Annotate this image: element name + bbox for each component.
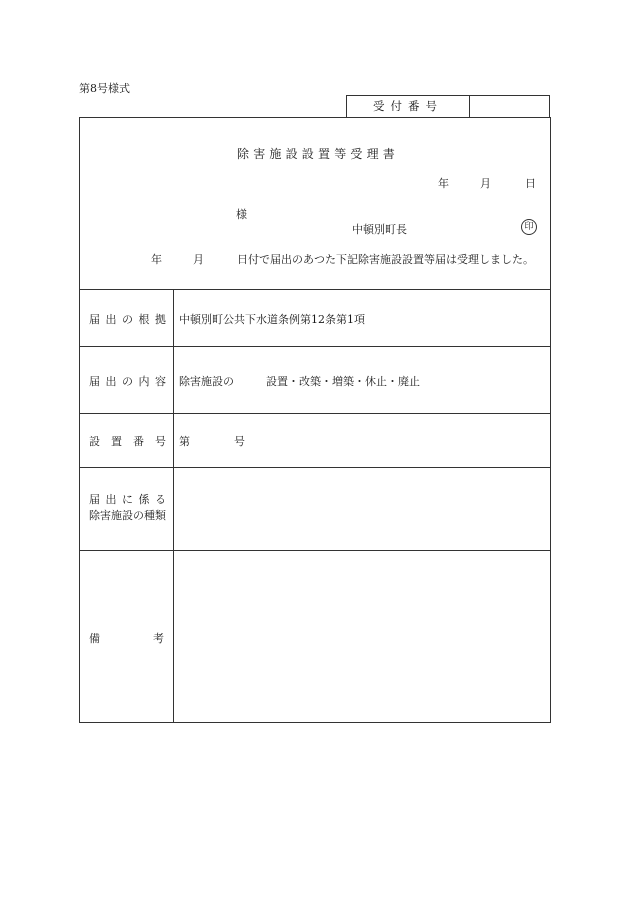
content-options[interactable]: 設置・改築・増築・休止・廃止 bbox=[266, 375, 420, 388]
addressee-honorific: 様 bbox=[236, 208, 247, 221]
seal-mark-icon: 印 bbox=[521, 219, 537, 235]
form-frame bbox=[79, 117, 551, 723]
content-value bbox=[179, 373, 420, 389]
basis-label: 届出の根拠 bbox=[89, 313, 172, 326]
column-divider bbox=[173, 289, 174, 722]
number-label: 設 置 番 号 bbox=[89, 435, 166, 448]
receipt-number-field[interactable] bbox=[470, 96, 549, 117]
number-prefix: 第 bbox=[179, 435, 190, 448]
receipt-number-box bbox=[346, 95, 550, 117]
number-value bbox=[179, 433, 245, 449]
remarks-label: 備 考 bbox=[89, 632, 164, 645]
divider-content bbox=[80, 413, 550, 414]
notice-text: 日付で届出のあつた下記除害施設設置等届は受理しました。 bbox=[237, 253, 534, 266]
content-prefix: 除害施設の bbox=[179, 375, 234, 388]
facility-type-label bbox=[89, 492, 166, 524]
content-label: 届出の内容 bbox=[89, 375, 172, 388]
form-number: 第8号様式 bbox=[79, 82, 130, 95]
notice-year-label: 年 bbox=[151, 253, 162, 266]
facility-type-label-line1: 届 出 に 係 る bbox=[89, 493, 166, 506]
divider-number bbox=[80, 467, 550, 468]
divider-facility bbox=[80, 550, 550, 551]
number-suffix: 号 bbox=[234, 435, 245, 448]
receipt-number-label: 受付番号 bbox=[347, 96, 470, 117]
divider-basis bbox=[80, 346, 550, 347]
date-month-label: 月 bbox=[480, 177, 491, 190]
issuer-name: 中頓別町長 bbox=[352, 223, 407, 236]
date-year-label: 年 bbox=[438, 177, 449, 190]
divider-header bbox=[80, 289, 550, 290]
facility-type-label-line2: 除害施設の種類 bbox=[89, 509, 166, 522]
form-title: 除害施設設置等受理書 bbox=[237, 147, 400, 161]
date-day-label: 日 bbox=[525, 177, 536, 190]
basis-value: 中頓別町公共下水道条例第12条第1項 bbox=[179, 313, 365, 326]
notice-month-label: 月 bbox=[193, 253, 204, 266]
